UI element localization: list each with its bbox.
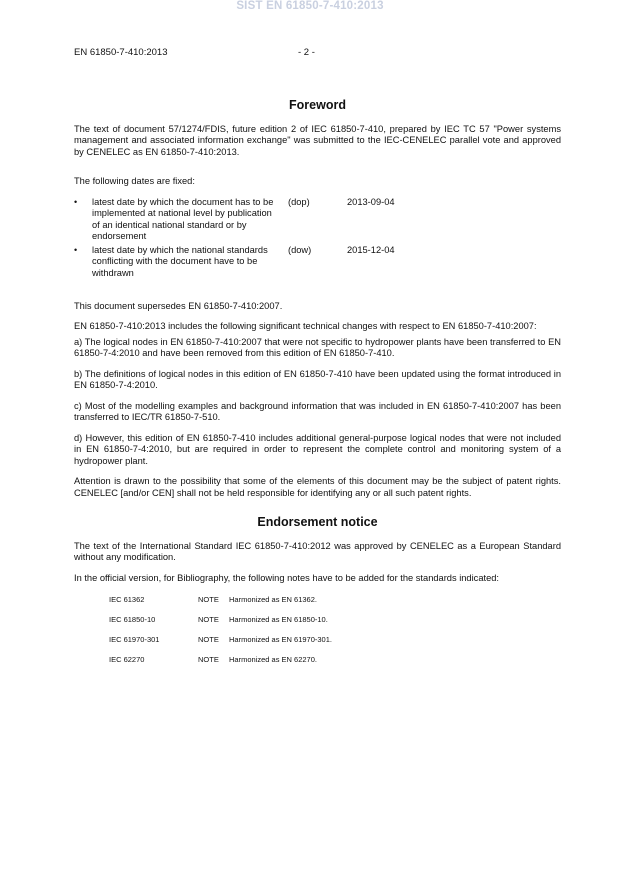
watermark: SIST EN 61850-7-410:2013: [236, 0, 384, 12]
endorsement-title: Endorsement notice: [257, 515, 378, 529]
changes-intro: EN 61850-7-410:2013 includes the following significant technical changes with respect to EN 61850-7-410:2007:: [74, 321, 537, 331]
foreword-title: Foreword: [289, 98, 346, 112]
date-value: 2013-09-04: [347, 196, 395, 207]
note-standard: IEC 62270: [109, 655, 145, 664]
note-standard: IEC 61850-10: [109, 615, 156, 624]
bibliography-notes: [74, 594, 561, 674]
date-description: latest date by which the document has to be implemented at national level by publication of an identical national standard or by endorsement: [92, 196, 274, 241]
dates-intro: The following dates are fixed:: [74, 176, 195, 186]
date-abbreviation: (dop): [288, 196, 310, 207]
page-content: [74, 100, 561, 674]
foreword-intro: The text of document 57/1274/FDIS, future edition 2 of IEC 61850-7-410, prepared by IEC TC 57 "Power systems management and associated information exchange" was submitted to the IEC-CENELEC parallel vote and approved by CENELEC as EN 61850-7-410:2013.: [74, 123, 561, 157]
change-c: c) Most of the modelling examples and background information that was included in EN 61850-7-410:2007 has been transferred to IEC/TR 61850-7-510.: [74, 400, 561, 422]
note-label: NOTE: [198, 635, 219, 644]
note-label: NOTE: [198, 595, 219, 604]
note-standard: IEC 61362: [109, 595, 145, 604]
supersedes-paragraph: This document supersedes EN 61850-7-410:2007.: [74, 300, 283, 311]
bibliography-intro: In the official version, for Bibliography, the following notes have to be added for the standards indicated:: [74, 572, 499, 583]
header-doc-id: EN 61850-7-410:2013: [74, 47, 168, 58]
page-number: - 2 -: [298, 47, 315, 58]
bullet: •: [74, 196, 78, 207]
change-b: b) The definitions of logical nodes in this edition of EN 61850-7-410 have been updated using the format introduced in EN 61850-7-4:2010.: [74, 368, 561, 390]
bullet: •: [74, 244, 78, 255]
note-row: [74, 654, 561, 674]
note-row: [74, 614, 561, 634]
date-value: 2015-12-04: [347, 244, 395, 255]
change-a: a) The logical nodes in EN 61850-7-410:2007 that were not specific to hydropower plants have been transferred to EN 61850-7-4:2010 and have been removed from this edition of EN 61850-7-410.: [74, 336, 561, 358]
note-text: Harmonized as EN 61850-10.: [229, 615, 328, 624]
note-row: [74, 634, 561, 654]
date-abbreviation: (dow): [288, 244, 312, 255]
note-text: Harmonized as EN 61970-301.: [229, 635, 332, 644]
change-d: d) However, this edition of EN 61850-7-410 includes additional general-purpose logical nodes that were not included in EN 61850-7-4:2010, but are required in order to represent the complete control and monitoring system of a hydropower plant.: [74, 432, 561, 466]
dates-list: [74, 197, 561, 281]
note-label: NOTE: [198, 655, 219, 664]
note-text: Harmonized as EN 61362.: [229, 595, 317, 604]
date-description: latest date by which the national standards conflicting with the document have to be withdrawn: [92, 244, 268, 278]
note-standard: IEC 61970-301: [109, 635, 160, 644]
note-text: Harmonized as EN 62270.: [229, 655, 317, 664]
note-row: [74, 594, 561, 614]
note-label: NOTE: [198, 615, 219, 624]
endorsement-text: The text of the International Standard IEC 61850-7-410:2012 was approved by CENELEC as a European Standard without any modification.: [74, 540, 561, 562]
patent-notice: Attention is drawn to the possibility that some of the elements of this document may be the subject of patent rights. CENELEC [and/or CEN] shall not be held responsible for identifying any or all such patent rights.: [74, 476, 561, 498]
